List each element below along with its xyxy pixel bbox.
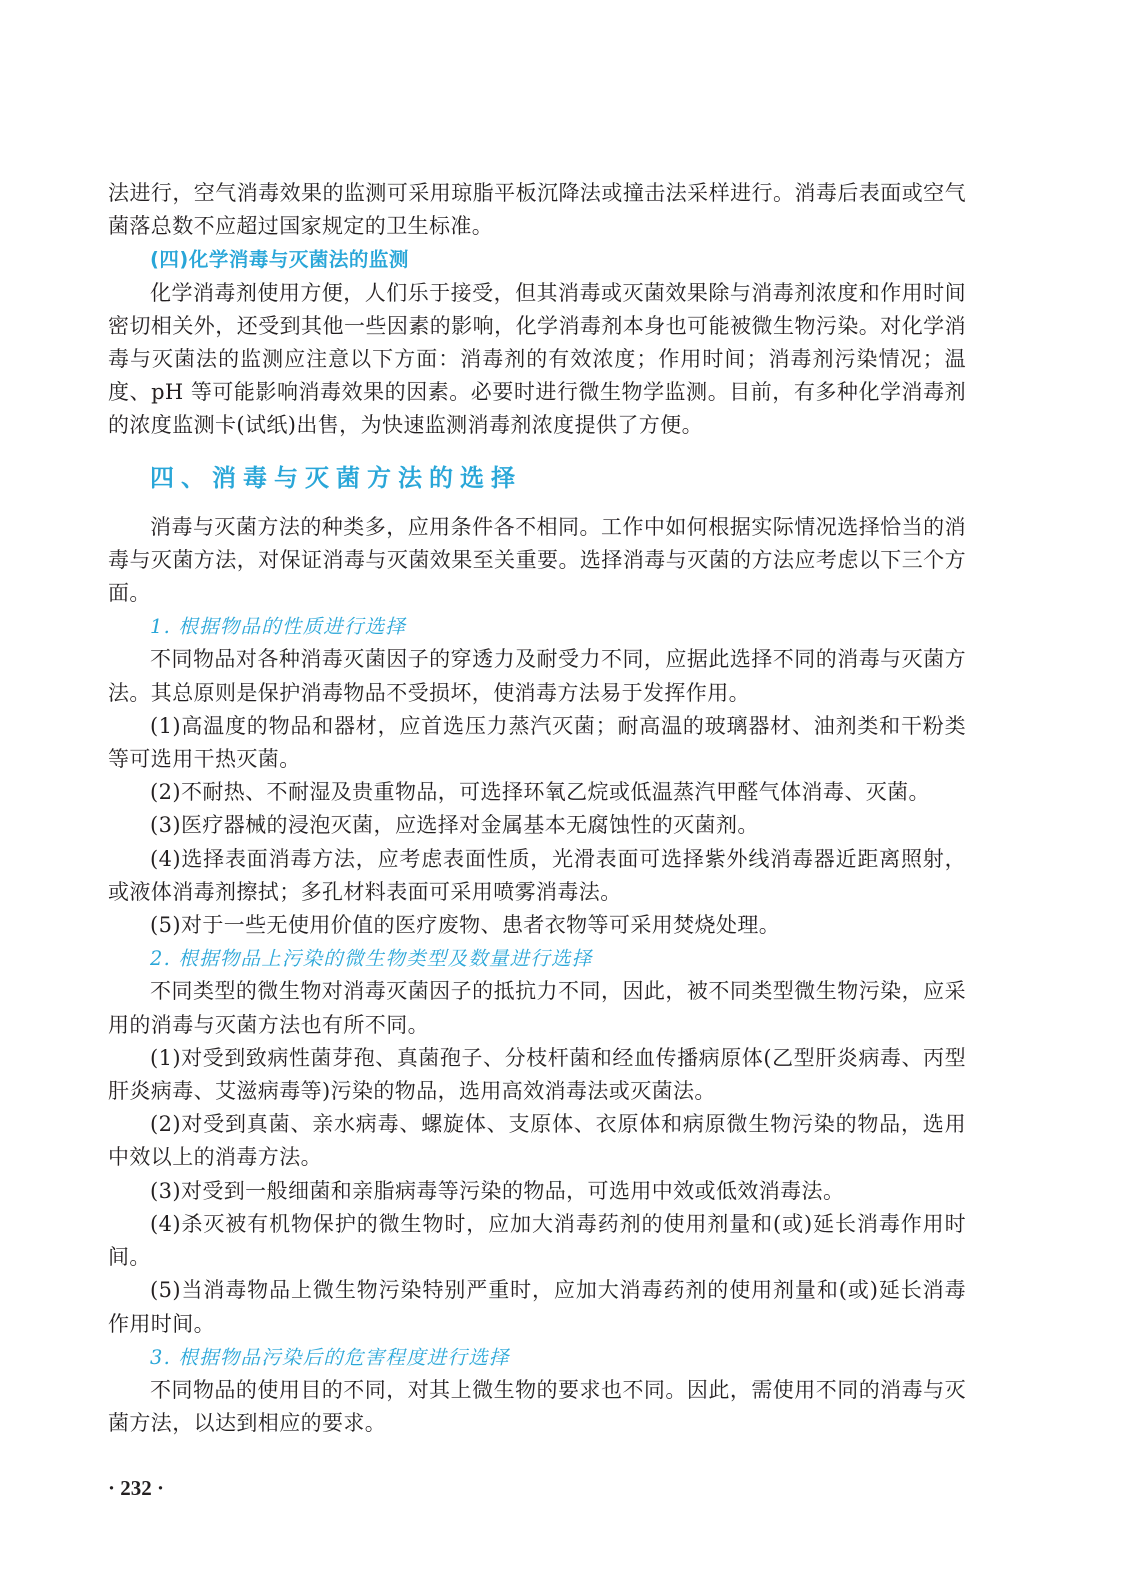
- list-item: (1)高温度的物品和器材，应首选压力蒸汽灭菌；耐高温的玻璃器材、油剂类和干粉类等可选用干热灭菌。: [108, 713, 966, 772]
- list-item: (3)对受到一般细菌和亲脂病毒等污染的物品，可选用中效或低效消毒法。: [150, 1178, 845, 1203]
- paragraph-chemical-monitoring: 化学消毒剂使用方便，人们乐于接受，但其消毒或灭菌效果除与消毒剂浓度和作用时间密切相关外，还受到其他一些因素的影响，化学消毒剂本身也可能被微生物污染。对化学消毒与灭菌法的监测应注意以下方面：消毒剂的有效浓度；作用时间；消毒剂污染情况；温度、pH 等可能影响消毒效果的因素。必要时进行微生物学监测。目前，有多种化学消毒剂的浓度监测卡(试纸)出售，为快速监测消毒剂浓度提供了方便。: [108, 280, 966, 438]
- page-number: · 232 ·: [108, 1476, 165, 1500]
- list-item: (5)对于一些无使用价值的医疗废物、患者衣物等可采用焚烧处理。: [150, 913, 781, 938]
- subheading-by-item-nature: 1. 根据物品的性质进行选择: [150, 615, 407, 639]
- subheading-by-microbe-type: 2. 根据物品上污染的微生物类型及数量进行选择: [150, 947, 593, 971]
- paragraph-item-nature: 不同物品对各种消毒灭菌因子的穿透力及耐受力不同，应据此选择不同的消毒与灭菌方法。其总原则是保护消毒物品不受损坏，使消毒方法易于发挥作用。: [108, 647, 966, 705]
- page-content: [108, 177, 966, 1440]
- list-item: (5)当消毒物品上微生物污染特别严重时，应加大消毒药剂的使用剂量和(或)延长消毒作用时间。: [108, 1278, 966, 1336]
- paragraph-microbe-type: 不同类型的微生物对消毒灭菌因子的抵抗力不同，因此，被不同类型微生物污染，应采用的消毒与灭菌方法也有所不同。: [108, 979, 966, 1037]
- list-item: (3)医疗器械的浸泡灭菌，应选择对金属基本无腐蚀性的灭菌剂。: [150, 813, 759, 838]
- list-item: (4)选择表面消毒方法，应考虑表面性质，光滑表面可选择紫外线消毒器近距离照射，或液体消毒剂擦拭；多孔材料表面可采用喷雾消毒法。: [108, 846, 966, 904]
- list-item: (2)对受到真菌、亲水病毒、螺旋体、支原体、衣原体和病原微生物污染的物品，选用中效以上的消毒方法。: [108, 1112, 966, 1170]
- subheading-chemical-monitoring: (四)化学消毒与灭菌法的监测: [150, 248, 409, 272]
- list-item: (1)对受到致病性菌芽孢、真菌孢子、分枝杆菌和经血传播病原体(乙型肝炎病毒、丙型肝炎病毒、艾滋病毒等)污染的物品，选用高效消毒法或灭菌法。: [108, 1045, 966, 1104]
- list-item: (4)杀灭被有机物保护的微生物时，应加大消毒药剂的使用剂量和(或)延长消毒作用时间。: [108, 1211, 966, 1270]
- section-title: 四、消毒与灭菌方法的选择: [150, 463, 522, 492]
- paragraph-intro: 消毒与灭菌方法的种类多，应用条件各不相同。工作中如何根据实际情况选择恰当的消毒与灭菌方法，对保证消毒与灭菌效果至关重要。选择消毒与灭菌的方法应考虑以下三个方面。: [108, 514, 966, 606]
- subheading-by-hazard-level: 3. 根据物品污染后的危害程度进行选择: [150, 1345, 510, 1369]
- list-item: (2)不耐热、不耐湿及贵重物品，可选择环氧乙烷或低温蒸汽甲醛气体消毒、灭菌。: [150, 780, 930, 805]
- paragraph-continued: 法进行，空气消毒效果的监测可采用琼脂平板沉降法或撞击法采样进行。消毒后表面或空气菌落总数不应超过国家规定的卫生标准。: [108, 181, 966, 239]
- paragraph-hazard-level: 不同物品的使用目的不同，对其上微生物的要求也不同。因此，需使用不同的消毒与灭菌方法，以达到相应的要求。: [108, 1377, 966, 1436]
